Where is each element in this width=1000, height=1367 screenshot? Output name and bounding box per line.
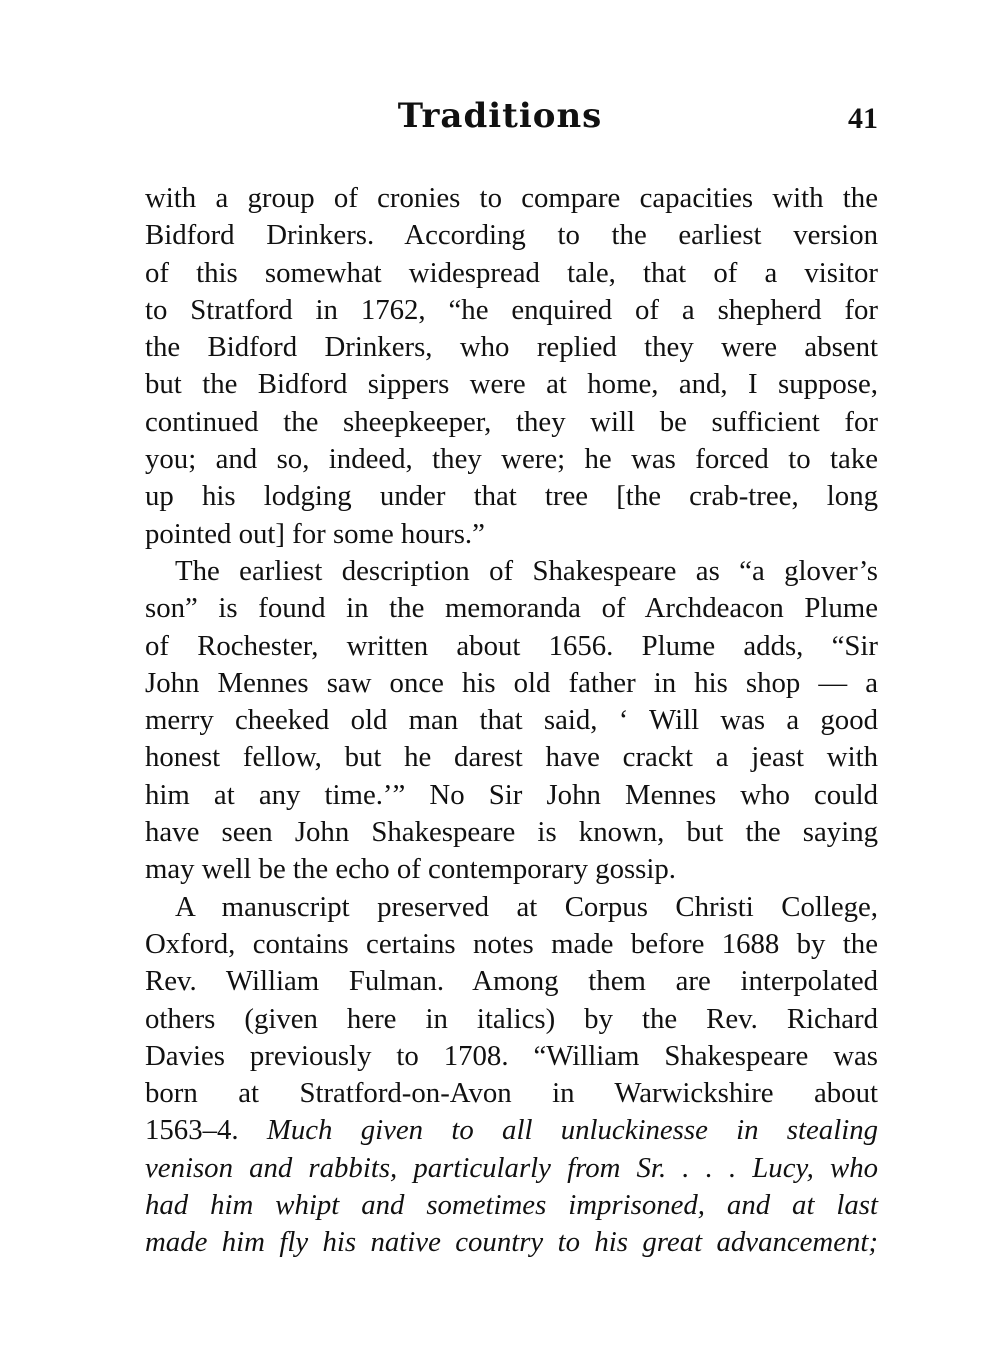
body-text [145,180,878,1262]
text-line: honest fellow, but he darest have crackt a jeast with [145,741,878,774]
roman-fragment: 1563–4. [145,1114,239,1147]
text-line: others (given here in italics) by the Rev. Richard [145,1002,878,1035]
text-line: The earliest description of Shakespeare as “a glover’s [175,554,878,587]
italic-fragment: Much given to all unluckinesse in stealing [266,1114,878,1147]
text-line: him at any time.’” No Sir John Mennes who could [145,778,878,811]
text-line: Davies previously to 1708. “William Shakespeare was [145,1039,878,1072]
text-line: but the Bidford sippers were at home, and, I suppose, [145,368,878,401]
page-header [0,96,1000,146]
text-line: may well be the echo of contemporary gossip. [145,853,676,886]
text-line: you; and so, indeed, they were; he was forced to take [145,443,878,476]
text-line: of this somewhat widespread tale, that of a visitor [145,256,878,289]
italic-text-line: had him whipt and sometimes imprisoned, and at last [145,1189,878,1222]
italic-text-line: venison and rabbits, particularly from Sr. . . . Lucy, who [145,1151,878,1184]
text-line: son” is found in the memoranda of Archdeacon Plume [145,592,878,625]
text-line: have seen John Shakespeare is known, but the saying [145,816,878,849]
italic-text-line: made him fly his native country to his great advancement; [145,1226,878,1259]
text-line: up his lodging under that tree [the crab-tree, long [145,480,878,513]
text-line: A manuscript preserved at Corpus Christi College, [175,890,878,923]
text-line: the Bidford Drinkers, who replied they were absent [145,331,878,364]
text-line: Bidford Drinkers. According to the earliest version [145,219,878,252]
page-number: 41 [848,102,878,135]
text-line: born at Stratford-on-Avon in Warwickshire about [145,1077,878,1110]
text-line: Oxford, contains certains notes made before 1688 by the [145,927,878,960]
text-line: continued the sheepkeeper, they will be sufficient for [145,405,878,438]
text-line: pointed out] for some hours.” [145,517,485,550]
text-line: of Rochester, written about 1656. Plume adds, “Sir [145,629,878,662]
text-line: with a group of cronies to compare capacities with the [145,182,878,214]
text-line: Rev. William Fulman. Among them are interpolated [145,965,878,998]
text-line-mixed [145,1112,878,1149]
running-title: Traditions [397,96,603,136]
text-line: John Mennes saw once his old father in his shop — a [145,666,878,699]
text-line: merry cheeked old man that said, ‘ Will was a good [145,704,878,737]
text-line: to Stratford in 1762, “he enquired of a shepherd for [145,293,878,326]
